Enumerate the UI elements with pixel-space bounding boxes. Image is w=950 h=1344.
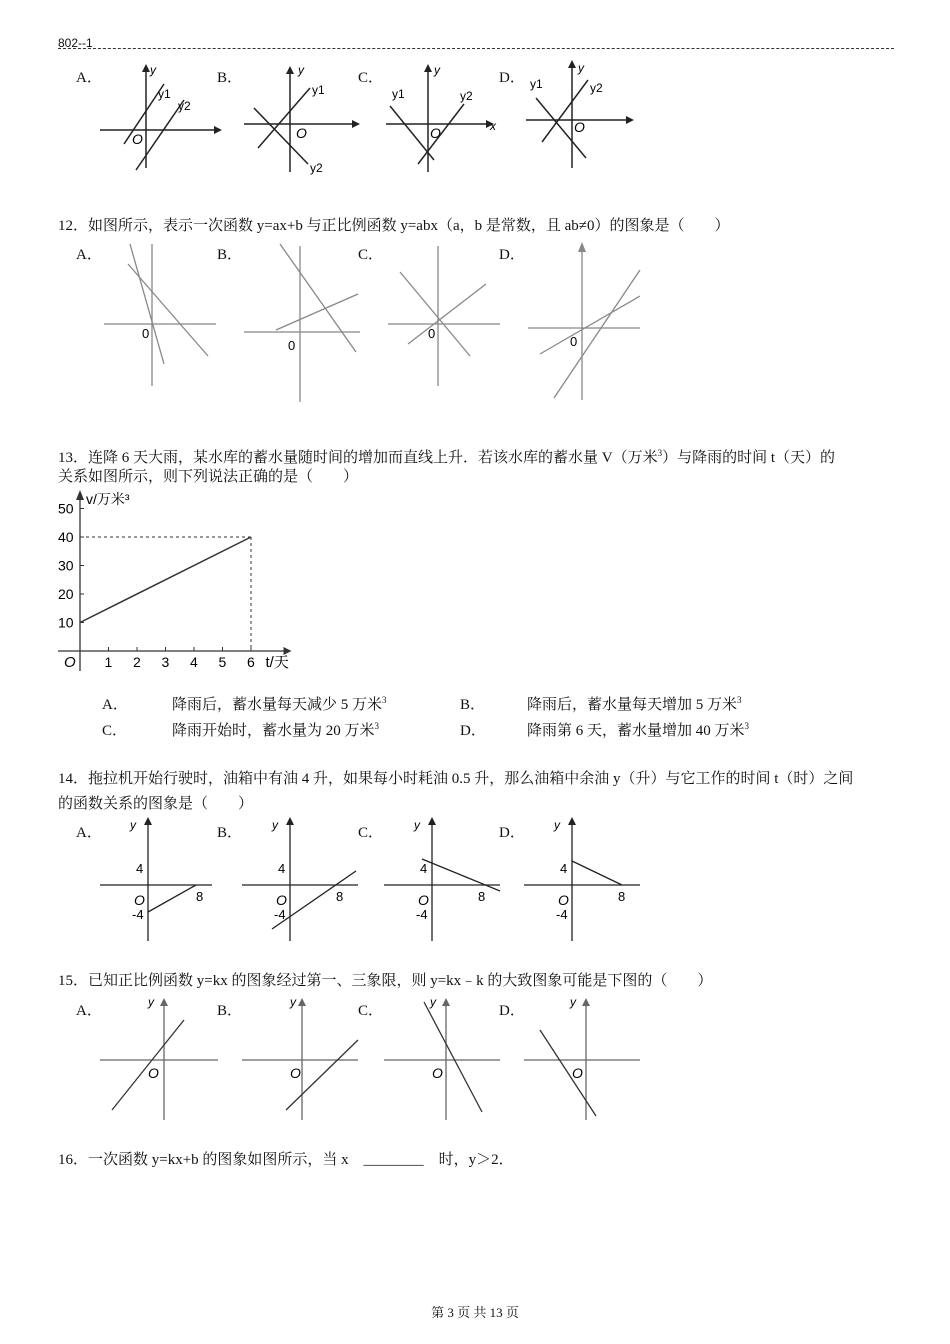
document-code: 802--1 [58,36,93,50]
y-axis-label: y [430,995,436,1009]
y-axis-arrow [76,490,84,500]
x-arrow [214,126,222,134]
y-arrow [568,60,576,68]
origin-label: O [134,892,145,908]
label-8: 8 [618,889,626,904]
origin-label: O [558,892,569,908]
line-1 [130,244,164,364]
line-1 [400,272,470,356]
q14-option-c-label: C． [358,825,384,841]
label-8: 8 [196,889,204,904]
x-tick-label: 6 [247,654,255,670]
line-2 [554,270,640,398]
y-arrow [428,817,436,825]
origin-label: O [418,892,429,908]
series-line [80,537,251,623]
graph-line [422,859,500,891]
x-tick-label: 3 [161,654,170,670]
label-4: 4 [420,861,428,876]
q14-line2: 的函数关系的图象是（ ） [58,796,254,812]
y-axis-label: y [150,63,156,77]
y-axis-label: y [570,995,576,1009]
q15-text: 15．已知正比例函数 y=kx 的图象经过第一、三象限，则 y=kx﹣k 的大致图象可能是下图的（ ） [58,973,713,989]
x-axis-label: t/天 [265,654,289,671]
origin-label: O [276,892,287,908]
line-2 [280,244,356,352]
origin-label: O [432,1065,443,1081]
graph-line [540,1030,596,1116]
q12-option-a-label: A． [76,247,102,263]
q13-choice-d-text: 降雨第 6 天，蓄水量增加 40 万米$^3$ [527,721,750,739]
q16-text: 16．一次函数 y=kx+b 的图象如图所示，当 x ________ 时，y＞2． [58,1152,514,1168]
y-arrow [142,64,150,72]
y-axis-label: y [148,995,154,1009]
q12-graph-d [524,240,649,405]
q12-graph-a [100,240,220,390]
q13-choice-c-label: C． [102,723,128,739]
y-arrow [578,242,586,252]
x-tick-label: 2 [133,654,141,670]
label-minus-4: -4 [274,907,286,922]
y-arrow [286,817,294,825]
q12-graph-c [384,240,509,390]
y-arrow [424,64,432,72]
label-minus-4: -4 [132,907,144,922]
graph-line [572,861,622,885]
q11-option-b-label: B． [217,70,243,86]
y-axis-label: y [578,61,584,75]
x-tick-label: 5 [218,654,227,670]
y1-label: y1 [312,83,325,97]
q14-graph-d [522,815,647,943]
y2-label: y2 [310,161,323,175]
q14-option-d-label: D． [499,825,525,841]
q15-graph-a [100,992,220,1122]
q14-graph-c [382,815,507,943]
y-axis-label: y [130,818,136,832]
x-arrow [352,120,360,128]
origin-label: 0 [428,326,436,341]
q11-graph-d [522,60,652,180]
q15-option-d-label: D． [499,1003,525,1019]
y-tick-label: 30 [58,557,74,574]
graph-line [424,1002,482,1112]
q12-text: 12．如图所示，表示一次函数 y=ax+b 与正比例函数 y=abx（a，b 是常数，且 ab≠0）的图象是（ ） [58,218,730,234]
q15-graph-b [240,992,365,1122]
origin-label: 0 [570,334,578,349]
y-axis-label: y [272,818,278,832]
y-axis-label: y [414,818,420,832]
label-4: 4 [278,861,286,876]
origin-label: O [148,1065,159,1081]
q14-graph-b [240,815,365,943]
label-4: 4 [560,861,568,876]
label-minus-4: -4 [416,907,428,922]
y-arrow [160,998,168,1006]
q11-option-d-label: D． [499,70,525,86]
q13-choice-a-text: 降雨后，蓄水量每天减少 5 万米$^3$ [172,695,387,713]
line-2 [128,264,208,356]
q15-graph-c [382,992,507,1122]
y1-label: y1 [392,87,405,101]
origin-label: O [574,119,585,135]
q14-graph-a [100,815,220,943]
y-tick-label: 40 [58,529,74,545]
y-arrow [298,998,306,1006]
y-axis-label: y [290,995,296,1009]
label-minus-4: -4 [556,907,568,922]
x-axis-label: x [490,119,496,133]
q11-option-a-label: A． [76,70,102,86]
dashed-divider [58,48,894,49]
q13-chart [58,488,308,678]
q12-graph-b [240,240,365,405]
q12-option-b-label: B． [217,247,243,263]
q15-option-b-label: B． [217,1003,243,1019]
q15-option-c-label: C． [358,1003,384,1019]
origin-label: O [430,125,441,141]
origin-label: O [132,131,143,147]
origin-label: O [572,1065,583,1081]
y1-label: y1 [530,77,543,91]
label-8: 8 [336,889,344,904]
origin-label: O [64,654,76,671]
origin-label: O [290,1065,301,1081]
y-arrow [582,998,590,1006]
y-axis-label: y [554,818,560,832]
line-2 [408,284,486,344]
line-y2 [418,104,464,164]
label-8: 8 [478,889,486,904]
q14-option-a-label: A． [76,825,102,841]
graph-line [112,1020,184,1110]
y-axis-label: y [298,63,304,77]
q14-line1: 14．拖拉机开始行驶时，油箱中有油 4 升，如果每小时耗油 0.5 升，那么油箱中余油 y（升）与它工作的时间 t（时）之间 [58,771,854,787]
y-tick-label: 50 [58,500,74,517]
y-arrow [144,817,152,825]
line-y2 [136,100,184,170]
graph-line [148,885,196,912]
q15-option-a-label: A． [76,1003,102,1019]
y-axis-label: v/万米³ [86,491,130,507]
x-tick-label: 1 [104,654,113,670]
origin-label: 0 [288,338,296,353]
q13-choice-b-text: 降雨后，蓄水量每天增加 5 万米$^3$ [527,695,742,713]
y1-label: y1 [158,87,171,101]
q11-graph-c [382,60,512,180]
x-tick-label: 4 [190,654,198,670]
q11-option-c-label: C． [358,70,384,86]
q12-option-d-label: D． [499,247,525,263]
origin-label: 0 [142,326,150,341]
x-arrow [626,116,634,124]
q14-option-b-label: B． [217,825,243,841]
label-4: 4 [136,861,144,876]
q13-choice-b-label: B． [460,697,486,713]
page-footer: 第 3 页 共 13 页 [431,1305,519,1320]
q16-answer-blank[interactable]: ________ [363,1152,424,1168]
y-arrow [442,998,450,1006]
y-tick-label: 10 [58,614,74,631]
q13-choice-a-label: A． [102,697,128,713]
q11-graph-b [240,60,370,180]
q11-graph-a [96,60,226,180]
y-axis-label: y [434,63,440,77]
y-tick-label: 20 [58,586,74,602]
q13-line1: 13．连降 6 天大雨，某水库的蓄水量随时间的增加而直线上升．若该水库的蓄水量 V（万米$^3$）与降雨的时间 t（天）的 [58,448,836,466]
y2-label: y2 [590,81,603,95]
y2-label: y2 [460,89,473,103]
q13-choice-c-text: 降雨开始时，蓄水量为 20 万米$^3$ [172,721,380,739]
y-arrow [568,817,576,825]
y-arrow [286,66,294,74]
line-1 [276,294,358,330]
q13-line2: 关系如图所示，则下列说法正确的是（ ） [58,469,359,485]
q15-graph-d [522,992,647,1122]
origin-label: O [296,125,307,141]
q12-option-c-label: C． [358,247,384,263]
y2-label: y2 [178,99,191,113]
q13-choice-d-label: D． [460,723,486,739]
